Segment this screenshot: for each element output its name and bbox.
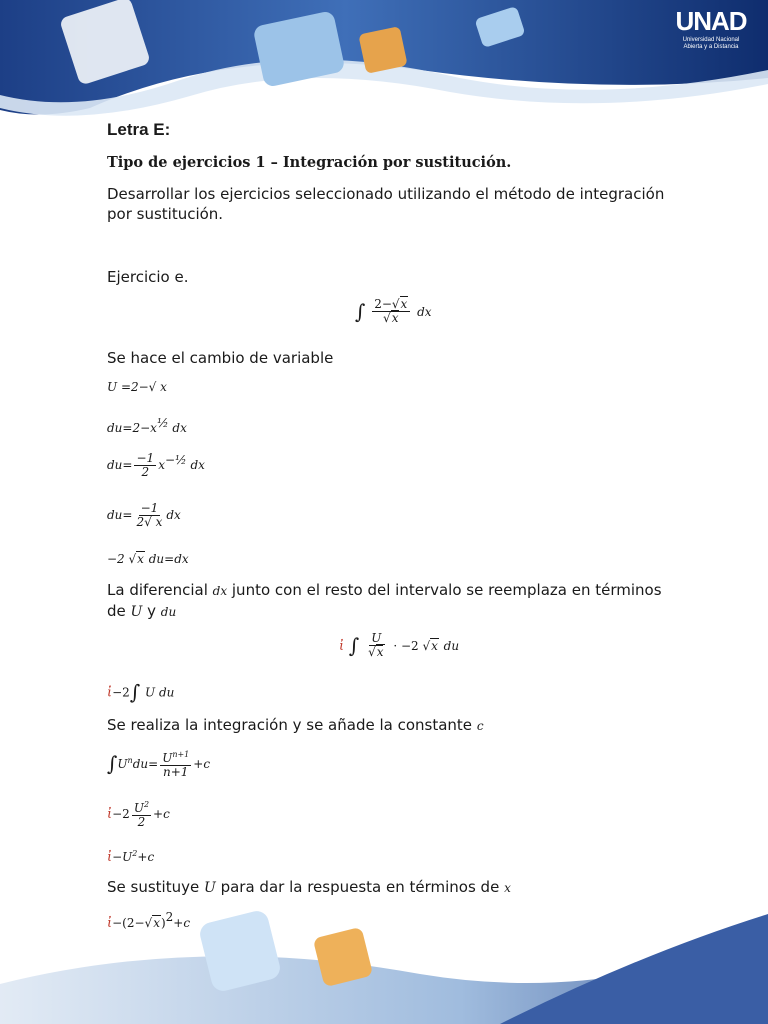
eq-substituted-integral: ἰ ∫ $\frac{U}{√x}$ · −2 √x du xyxy=(339,631,460,659)
logo-subtitle-1: Universidad Nacional xyxy=(682,37,740,43)
integrate-step: Se realiza la integración y se añade la constante c xyxy=(107,716,484,734)
substitute-step: Se sustituye U para dar la respuesta en términos de x xyxy=(107,878,511,896)
eq-u: U =2−√ x xyxy=(107,380,167,394)
eq-du-3: du= $\frac{-1}{2√ x}$ dx xyxy=(107,501,181,529)
logo-subtitle-2: Abierta y a Distancia xyxy=(683,44,739,50)
eq-result-2: $ἰ-U^2+c$ xyxy=(107,849,155,865)
section-title: Letra E: xyxy=(107,120,171,139)
eq-dx: −2 √x du=dx xyxy=(107,552,189,566)
eq-final-answer: $ἰ-(2-√x)^2+c$ xyxy=(107,910,191,931)
eq-du-1: $du=2-x^{\frac{1}{2}}$ dx xyxy=(107,416,187,435)
diff-line-2: de U y du xyxy=(107,602,177,620)
step-change-variable: Se hace el cambio de variable xyxy=(107,349,334,367)
exercise-label: Ejercicio e. xyxy=(107,268,189,286)
exercise-type-heading: Tipo de ejercicios 1 – Integración por sustitución. xyxy=(107,154,512,171)
header-banner xyxy=(0,0,768,120)
intro-line-1: Desarrollar los ejercicios seleccionado utilizando el método de integración xyxy=(107,185,665,203)
integral-problem: ∫ $\frac{2-√x}{√x}$ dx xyxy=(355,297,432,325)
unad-logo xyxy=(666,6,756,51)
eq-result-1: ἰ−2 $\frac{U^2}{2}$ +c xyxy=(107,800,170,829)
diff-line-1: La diferencial dx junto con el resto del intervalo se reemplaza en términos xyxy=(107,581,662,599)
intro-line-2: por sustitución. xyxy=(107,205,224,223)
footer-banner xyxy=(0,894,768,1024)
logo-text: UNAD xyxy=(675,6,747,36)
eq-du-2: du= $\frac{-1}{2}$ $x^{-\frac{1}{2}}$ dx xyxy=(107,451,205,479)
eq-power-rule: $\int U^ndu=$ $\frac{U^{n+1}}{n+1}$ +c xyxy=(107,750,211,779)
eq-simplified-integral: ἰ−2∫ U du xyxy=(107,680,175,704)
